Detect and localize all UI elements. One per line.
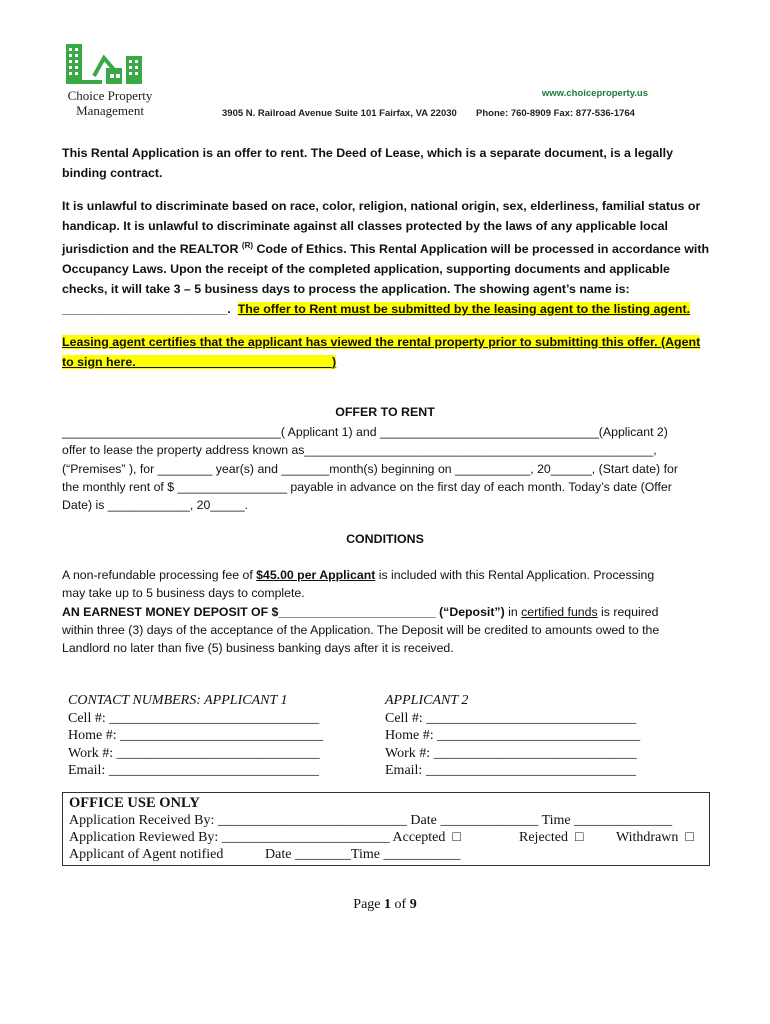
certified-funds-text: certified funds (521, 604, 598, 619)
rejected-checkbox[interactable]: □ (574, 830, 584, 845)
deposit-terms-line: Landlord no later than five (5) business banking days after it is received. (62, 641, 454, 656)
applicant2-email-field[interactable]: Email: ______________________________ (385, 763, 636, 778)
intro-line: binding contract. (62, 166, 163, 180)
intro-paragraph (62, 143, 712, 183)
applicant2-cell-field[interactable]: Cell #: ______________________________ (385, 710, 637, 726)
deposit-text: is required (597, 604, 659, 619)
logo-text-line2: Management (76, 103, 144, 118)
total-pages: 9 (409, 897, 417, 912)
fee-line (62, 566, 722, 584)
discrimination-line (62, 236, 712, 259)
applicant1-home-field[interactable]: Home #: _____________________________ (68, 728, 324, 743)
applicant1-cell-field[interactable]: Cell #: ______________________________ (68, 710, 320, 726)
offer-rent-line[interactable]: the monthly rent of $ ________________ payable in advance on the first day of each month. Today’s date (Offer (62, 479, 672, 494)
applicant2-home-field[interactable]: Home #: _____________________________ (385, 728, 641, 743)
processing-line: may take up to 5 business days to complete. (62, 586, 305, 601)
company-logo (60, 42, 160, 120)
office-use-title: OFFICE USE ONLY (69, 795, 200, 811)
deposit-line (62, 603, 722, 621)
deposit-text: in (504, 604, 522, 619)
reviewed-by-field (69, 830, 461, 846)
withdrawn-option (616, 830, 694, 846)
applicant1-email-field[interactable]: Email: ______________________________ (68, 763, 319, 778)
website-link[interactable]: www.choiceproperty.us (541, 88, 648, 99)
company-phone-fax: Phone: 760-8909 Fax: 877-536-1764 (476, 108, 635, 119)
showing-agent-blank[interactable]: ________________________. (62, 302, 231, 317)
applicant2-contacts (385, 692, 640, 780)
agent-certification (62, 332, 712, 372)
submission-notice: The offer to Rent must be submitted by the leasing agent to the listing agent. (237, 302, 691, 317)
offer-date-line[interactable]: Date) is ____________, 20_____. (62, 498, 248, 513)
discrimination-line: checks, it will take 3 – 5 business days to process the application. The showing agent’s name is: (62, 282, 630, 297)
applicant1-contacts (68, 692, 323, 780)
certification-line (62, 332, 712, 352)
discrimination-paragraph (62, 196, 712, 319)
certification-line (62, 352, 712, 372)
agent-notified-label: Applicant of Agent notified (69, 847, 224, 862)
deposit-amount-field[interactable]: _______________________ (“Deposit”) (278, 604, 505, 619)
fee-text: is included with this Rental Application. Processing (375, 568, 655, 582)
accepted-checkbox[interactable]: □ (452, 830, 461, 845)
showing-agent-line (62, 299, 712, 319)
certification-text: Leasing agent certifies that the applicant has viewed the rental property prior to submitting this offer. (Agent (62, 335, 701, 349)
discrimination-text: jurisdiction and the REALTOR (62, 242, 242, 257)
fee-amount: $45.00 per Applicant (256, 568, 376, 582)
withdrawn-label: Withdrawn (616, 830, 679, 845)
reviewed-by-text[interactable]: Application Reviewed By: ________________________ Accepted (69, 830, 446, 845)
current-page: 1 (384, 897, 392, 912)
applicant1-work-field[interactable]: Work #: _____________________________ (68, 745, 320, 761)
office-use-box (62, 792, 710, 866)
applicant2-heading: APPLICANT 2 (385, 693, 469, 708)
logo-text-line1: Choice Property (67, 88, 153, 103)
of-label: of (391, 897, 410, 912)
fee-text: A non-refundable processing fee of (62, 568, 257, 582)
withdrawn-checkbox[interactable]: □ (685, 830, 694, 845)
logo-buildings-icon (60, 42, 160, 88)
discrimination-line: It is unlawful to discriminate based on race, color, religion, national origin, sex, elderliness, familial status or (62, 199, 701, 213)
offer-property-line[interactable]: offer to lease the property address known as___________________________________________________, (62, 443, 657, 458)
offer-term-line[interactable]: (“Premises” ), for ________ year(s) and _______month(s) beginning on ___________, 20______, (Start date) for (62, 461, 678, 476)
offer-applicants-line[interactable]: ________________________________( Applicant 1) and ________________________________(Applicant 2) (62, 425, 668, 439)
conditions-paragraph (62, 566, 722, 657)
discrimination-line: Occupancy Laws. Upon the receipt of the completed application, supporting documents and applicable (62, 262, 670, 277)
offer-title: OFFER TO RENT (335, 405, 435, 419)
page-label: Page (353, 897, 385, 912)
discrimination-line: handicap. It is unlawful to discriminate against all classes protected by the laws of any applicable local (62, 219, 668, 233)
page-number (0, 897, 770, 913)
deposit-label: AN EARNEST MONEY DEPOSIT OF $ (62, 604, 279, 619)
received-by-field[interactable]: Application Received By: ___________________________ Date ______________ Time ______________ (69, 813, 673, 828)
applicant1-heading: CONTACT NUMBERS: APPLICANT 1 (68, 693, 288, 708)
conditions-title: CONDITIONS (346, 532, 424, 546)
rejected-option (519, 830, 583, 846)
registered-mark: (R) (241, 241, 254, 250)
offer-paragraph (62, 423, 722, 514)
deposit-terms-line: within three (3) days of the acceptance of the Application. The Deposit will be credited to amounts owed to the (62, 622, 660, 637)
rejected-label: Rejected (519, 830, 568, 845)
agent-notified-date-field[interactable]: Date ________Time ___________ (265, 847, 461, 862)
applicant2-work-field[interactable]: Work #: _____________________________ (385, 745, 637, 761)
intro-line: This Rental Application is an offer to rent. The Deed of Lease, which is a separate document, is a legally (62, 146, 673, 160)
company-address: 3905 N. Railroad Avenue Suite 101 Fairfax, VA 22030 (222, 108, 457, 119)
discrimination-text: Code of Ethics. This Rental Application will be processed in accordance with (253, 242, 710, 257)
agent-signature-field[interactable]: to sign here. ____________________________) (62, 355, 337, 369)
